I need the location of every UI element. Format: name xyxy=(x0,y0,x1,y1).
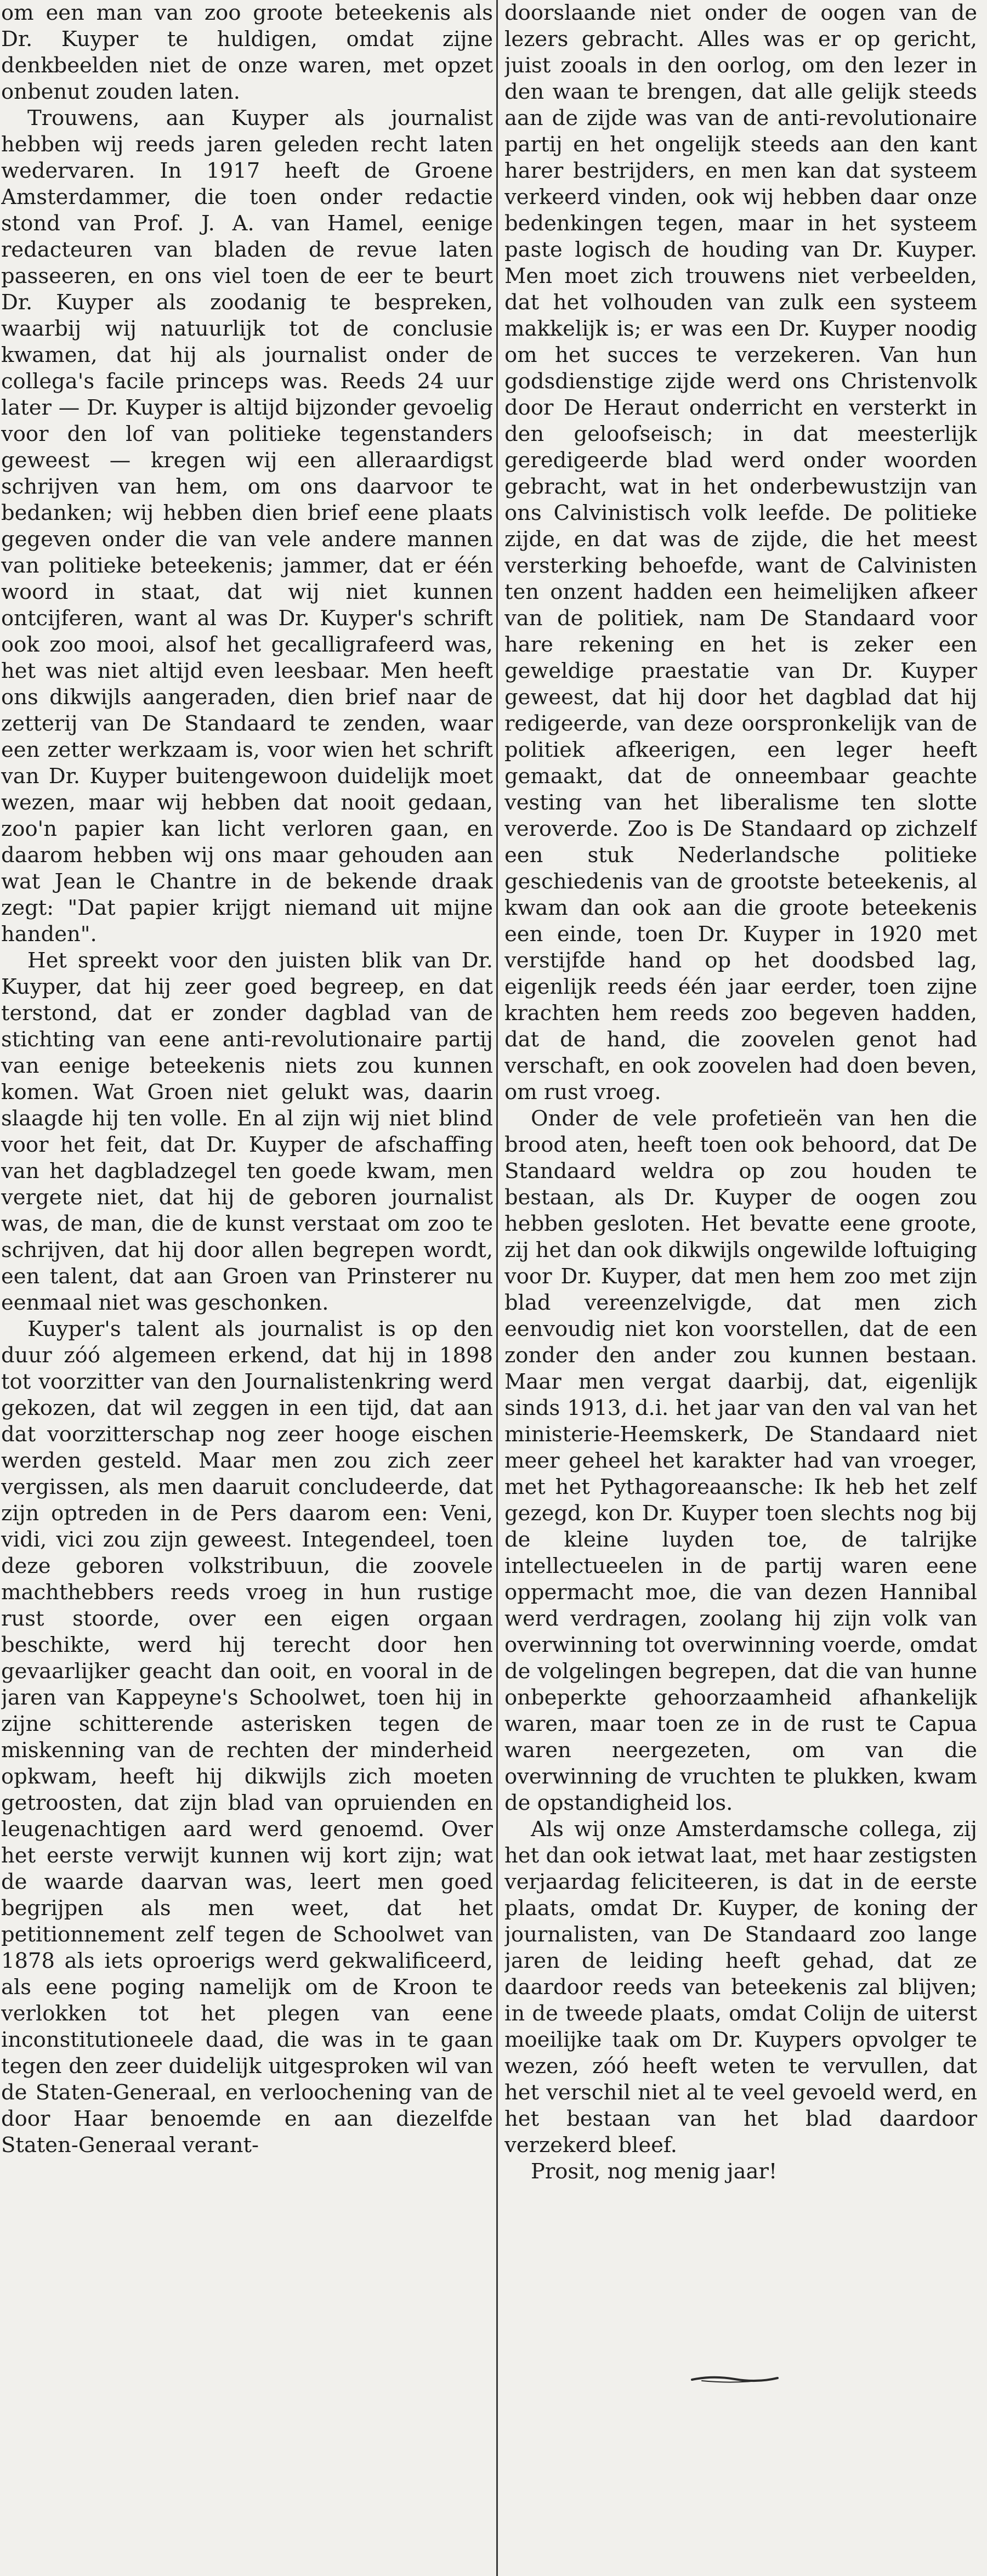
paragraph: doorslaande niet onder de oogen van de lezers gebracht. Alles was er op gericht, juist zooals in den oorlog, om den lezer in den waan te brengen, dat alle gelijk steeds aan de zijde was van de anti-revolutionaire partij en het ongelijk steeds aan den kant harer bestrijders, en men kan dat systeem verkeerd vinden, ook wij hebben daar onze bedenkingen tegen, maar in het systeem paste logisch de houding van Dr. Kuyper. Men moet zich trouwens niet verbeelden, dat het volhouden van zulk een systeem makkelijk is; er was een Dr. Kuyper noodig om het succes te verzekeren. Van hun godsdienstige zijde werd ons Christenvolk door De Heraut onderricht en versterkt in den geloofseisch; in dat meesterlijk geredigeerde blad werd onder woorden gebracht, wat in het onderbewustzijn van ons Calvinistisch volk leefde. De politieke zijde, en dat was de zijde, die het meest versterking behoefde, want de Calvinisten ten onzent hadden een heimelijken afkeer van de politiek, nam De Standaard voor hare rekening en het is zeker een geweldige praestatie van Dr. Kuyper geweest, dat hij door het dagblad dat hij redigeerde, van deze oorspronkelijk van de politiek afkeerigen, een leger heeft gemaakt, dat de onneembaar geachte vesting van het liberalisme ten slotte veroverde. Zoo is De Standaard op zichzelf een stuk Nederlandsche politieke geschiedenis van de grootste beteekenis, al kwam dan ook aan die groote beteekenis een einde, toen Dr. Kuyper in 1920 met verstijfde hand op het doodsbed lag, eigenlijk reeds één jaar eerder, toen zijne krachten hem reeds zoo begeven hadden, dat de hand, die zoovelen genot had verschaft, en ook zoovelen had doen beven, om rust vroeg. xyxy=(504,1,977,1105)
ornament-divider-icon xyxy=(691,2372,779,2386)
closing-line: Prosit, nog menig jaar! xyxy=(531,2159,778,2184)
paragraph: Het spreekt voor den juisten blik van Dr. Kuyper, dat hij zeer goed begreep, en dat terstond, dat er zonder dagblad van de stichting van eene anti-revolutionaire partij van eenige beteekenis niets zou kunnen komen. Wat Groen niet gelukt was, daarin slaagde hij ten volle. En al zijn wij niet blind voor het feit, dat Dr. Kuyper de afschaffing van het dagbladzegel ten goede kwam, men vergete niet, dat hij de geboren journalist was, de man, die de kunst verstaat om zoo te schrijven, dat hij door allen begrepen wordt, een talent, dat aan Groen van Prinsterer nu eenmaal niet was geschonken. xyxy=(1,948,493,1315)
right-column xyxy=(504,0,977,2413)
left-column xyxy=(1,0,493,2567)
paragraph: Trouwens, aan Kuyper als journalist hebben wij reeds jaren geleden recht laten wedervaren. In 1917 heeft de Groene Amsterdammer, die toen onder redactie stond van Prof. J. A. van Hamel, eenige redacteuren van bladen de revue laten passeeren, en ons viel toen de eer te beurt Dr. Kuyper als zoodanig te bespreken, waarbij wij natuurlijk tot de conclusie kwamen, dat hij als journalist onder de collega's facile princeps was. Reeds 24 uur later — Dr. Kuyper is altijd bijzonder gevoelig voor den lof van politieke tegenstanders geweest — kregen wij een alleraardigst schrijven van hem, om ons daarvoor te bedanken; wij hebben dien brief eene plaats gegeven onder die van vele andere mannen van politieke beteekenis; jammer, dat er één woord in staat, dat wij niet kunnen ontcijferen, want al was Dr. Kuyper's schrift ook zoo mooi, alsof het gecalligrafeerd was, het was niet altijd even leesbaar. Men heeft ons dikwijls aangeraden, dien brief naar de zetterij van De Standaard te zenden, waar een zetter werkzaam is, voor wien het schrift van Dr. Kuyper buitengewoon duidelijk moet wezen, maar wij hebben dat nooit gedaan, zoo'n papier kan licht verloren gaan, en daarom hebben wij ons maar gehouden aan wat Jean le Chantre in de bekende draak zegt: "Dat papier krijgt niemand uit mijne handen". xyxy=(1,106,493,947)
column-divider xyxy=(496,0,498,2576)
paragraph: Onder de vele profetieën van hen die brood aten, heeft toen ook behoord, dat De Standaard weldra op zou houden te bestaan, als Dr. Kuyper de oogen zou hebben gesloten. Het bevatte eene groote, zij het dan ook dikwijls ongewilde loftuiging voor Dr. Kuyper, dat men hem zoo met zijn blad vereenzelvigde, dat men zich eenvoudig niet kon voorstellen, dat de een zonder den ander zou kunnen bestaan. Maar men vergat daarbij, dat, eigenlijk sinds 1913, d.i. het jaar van den val van het ministerie-Heemskerk, De Standaard niet meer geheel het karakter had van vroeger, met het Pythagoreaansche: Ik heb het zelf gezegd, kon Dr. Kuyper toen slechts nog bij de kleine luyden toe, de talrijke intellectueelen in de partij waren eene oppermacht moe, die van dezen Hannibal werd verdragen, zoolang hij zijn volk van overwinning tot overwinning voerde, omdat de volgelingen begrepen, dat die van hunne onbeperkte gehoorzaamheid afhankelijk waren, maar toen ze in de rust te Capua waren neergezeten, om van die overwinning de vruchten te plukken, kwam de opstandigheid los. xyxy=(504,1106,977,1815)
paragraph: Kuyper's talent als journalist is op den duur zóó algemeen erkend, dat hij in 1898 tot voorzitter van den Journalistenkring werd gekozen, dat wil zeggen in een tijd, dat aan dat voorzitterschap nog zeer hooge eischen werden gesteld. Maar men zou zich zeer vergissen, als men daaruit concludeerde, dat zijn optreden in de Pers daarom een: Veni, vidi, vici zou zijn geweest. Integendeel, toen deze geboren volkstribuun, die zoovele machthebbers reeds vroeg in hun rustige rust stoorde, over een eigen orgaan beschikte, werd hij terecht door hen gevaarlijker geacht dan ooit, en vooral in de jaren van Kappeyne's Schoolwet, toen hij in zijne schitterende asterisken tegen de miskenning van de rechten der minderheid opkwam, heeft hij dikwijls zich moeten getroosten, dat zijn blad van opruienden en leugenachtigen aard werd genoemd. Over het eerste verwijt kunnen wij kort zijn; wat de waarde daarvan was, leert men goed begrijpen als men weet, dat het petitionnement zelf tegen de Schoolwet van 1878 als iets oproerigs werd gekwalificeerd, als eene poging namelijk om de Kroon te verlokken tot het plegen van eene inconstitutioneele daad, die was in te gaan tegen den zeer duidelijk uitgesproken wil van de Staten-Generaal, en verloochening van de door Haar benoemde en aan diezelfde Staten-Generaal verant- xyxy=(1,1317,493,2158)
paragraph: Als wij onze Amsterdamsche collega, zij het dan ook ietwat laat, met haar zestigsten verjaardag feliciteeren, is dat in de eerste plaats, omdat Dr. Kuyper, de koning der journalisten, van De Standaard zoo lange jaren de leiding heeft gehad, dat ze daardoor reeds van beteekenis zal blijven; in de tweede plaats, omdat Colijn de uiterst moeilijke taak om Dr. Kuypers opvolger te wezen, zóó heeft weten te vervullen, dat het verschil niet al te veel gevoeld werd, en het bestaan van het blad daardoor verzekerd bleef. xyxy=(504,1817,977,2158)
paragraph: om een man van zoo groote beteekenis als Dr. Kuyper te huldigen, omdat zijne denkbeelden niet de onze waren, met opzet onbenut zouden laten. xyxy=(1,1,493,104)
